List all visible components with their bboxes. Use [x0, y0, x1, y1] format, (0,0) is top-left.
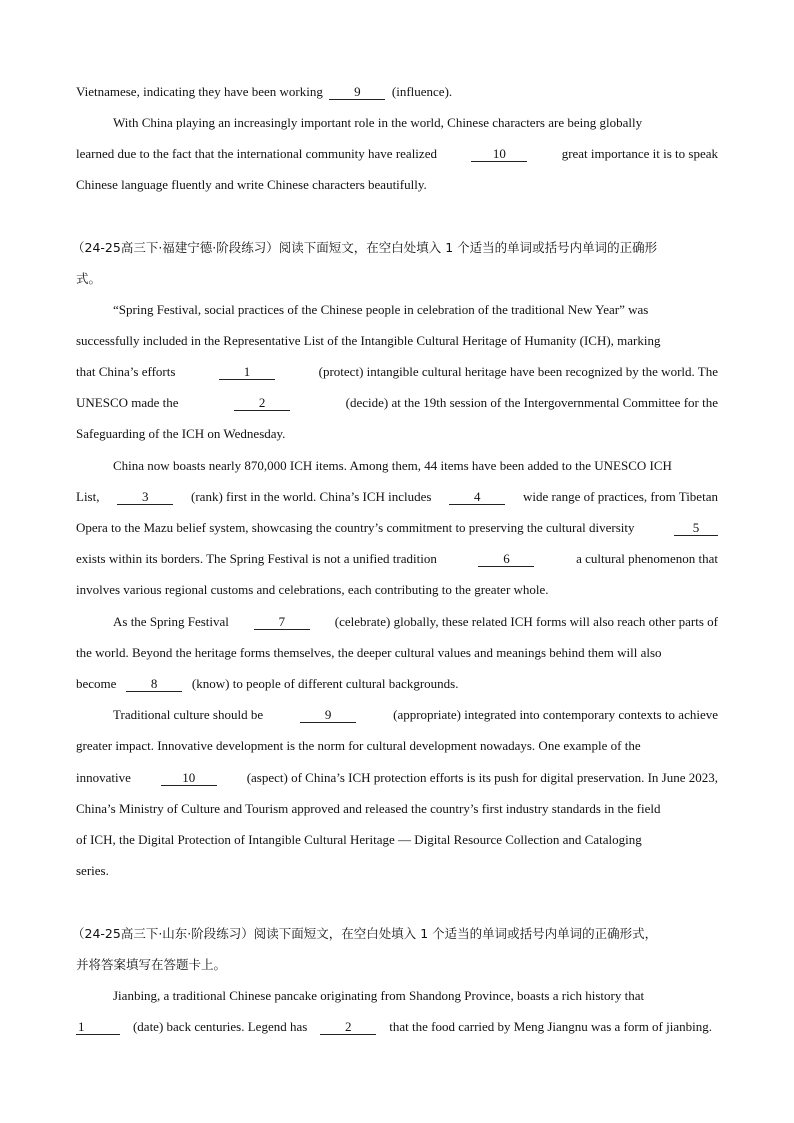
text: China’s Ministry of Culture and Tourism approved and released the country’s first industry standards in the field: [76, 801, 661, 816]
text: of ICH, the Digital Protection of Intangible Cultural Heritage — Digital Resource Collection and Cataloging: [76, 832, 642, 847]
paragraph-line: [76, 394, 718, 412]
text: As the Spring Festival: [113, 614, 229, 629]
text: a cultural phenomenon that: [576, 551, 718, 566]
text: Safeguarding of the ICH on Wednesday.: [76, 426, 286, 441]
text: Chinese language fluently and write Chinese characters beautifully.: [76, 177, 427, 192]
paragraph-line: [76, 83, 718, 101]
text: Traditional culture should be: [113, 707, 264, 722]
paragraph-line: [76, 862, 718, 880]
text: (influence).: [391, 84, 453, 99]
answer-blank[interactable]: 6: [478, 552, 534, 567]
paragraph-line: [76, 145, 718, 163]
text: (aspect) of China’s ICH protection efforts is its push for digital preservation. In June 2023,: [246, 770, 718, 785]
section-instructions: [72, 925, 726, 943]
answer-blank[interactable]: 9: [300, 708, 356, 723]
text: successfully included in the Representative List of the Intangible Cultural Heritage of Humanity (ICH), marking: [76, 333, 661, 348]
text: innovative: [76, 770, 131, 785]
text: (decide) at the 19th session of the Intergovernmental Committee for the: [345, 395, 718, 410]
answer-blank[interactable]: 10: [471, 147, 527, 162]
text: With China playing an increasingly important role in the world, Chinese characters are being globally: [113, 115, 643, 130]
text: that China’s efforts: [76, 364, 176, 379]
text: UNESCO made the: [76, 395, 179, 410]
answer-blank[interactable]: 4: [449, 490, 505, 505]
text: series.: [76, 863, 109, 878]
paragraph-line: [76, 176, 718, 194]
answer-blank[interactable]: 10: [161, 771, 217, 786]
answer-blank[interactable]: 1: [76, 1020, 120, 1035]
answer-blank[interactable]: 2: [320, 1020, 376, 1035]
text: the world. Beyond the heritage forms themselves, the deeper cultural values and meanings behind them will also: [76, 645, 662, 660]
paragraph-line: [76, 800, 718, 818]
text: Opera to the Mazu belief system, showcasing the country’s commitment to preserving the cultural diversity: [76, 520, 635, 535]
paragraph-line: [76, 581, 718, 599]
text: Jianbing, a traditional Chinese pancake originating from Shandong Province, boasts a rich history that: [113, 988, 645, 1003]
text: involves various regional customs and celebrations, each contributing to the greater whole.: [76, 582, 549, 597]
paragraph-line: [113, 457, 718, 475]
text: learned due to the fact that the international community have realized: [76, 146, 437, 161]
text: exists within its borders. The Spring Festival is not a unified tradition: [76, 551, 437, 566]
section-instructions: [76, 270, 718, 288]
text: that the food carried by Meng Jiangnu was a form of jianbing.: [389, 1019, 712, 1034]
answer-blank[interactable]: 2: [234, 396, 290, 411]
paragraph-line: [113, 114, 718, 132]
text: “Spring Festival, social practices of the Chinese people in celebration of the traditional New Year” was: [113, 302, 649, 317]
text: 式。: [76, 271, 102, 286]
text: (know) to people of different cultural backgrounds.: [191, 676, 459, 691]
text: （24-25高三下·福建宁德·阶段练习）阅读下面短文，在空白处填入 1 个适当的单词或括号内单词的正确形: [72, 240, 658, 255]
paragraph-line: [76, 769, 718, 787]
text: (date) back centuries. Legend has: [132, 1019, 308, 1034]
text: (protect) intangible cultural heritage have been recognized by the world. The: [318, 364, 718, 379]
section-instructions: [72, 239, 718, 257]
text: (appropriate) integrated into contemporary contexts to achieve: [393, 707, 718, 722]
text: List,: [76, 489, 100, 504]
paragraph-line: [76, 644, 718, 662]
text: China now boasts nearly 870,000 ICH items. Among them, 44 items have been added to the UNESCO ICH: [113, 458, 672, 473]
answer-blank[interactable]: 3: [117, 490, 173, 505]
paragraph-line: [76, 363, 718, 381]
text: become: [76, 676, 117, 691]
paragraph-line: [113, 301, 718, 319]
answer-blank[interactable]: 8: [126, 677, 182, 692]
answer-blank[interactable]: 5: [674, 521, 718, 536]
paragraph-line: [76, 425, 718, 443]
paragraph-line: [76, 737, 718, 755]
paragraph-line: [76, 488, 718, 506]
section-instructions: [76, 956, 718, 974]
paragraph-line: [113, 706, 718, 724]
paragraph-line: [76, 519, 718, 537]
text: （24-25高三下·山东·阶段练习）阅读下面短文，在空白处填入 1 个适当的单词或括号内单词的正确形式，: [72, 926, 658, 941]
text: Vietnamese, indicating they have been working: [76, 84, 323, 99]
text: wide range of practices, from Tibetan: [523, 489, 718, 504]
paragraph-line: [76, 550, 718, 568]
paragraph-line: [113, 987, 718, 1005]
paragraph-line: [76, 1018, 712, 1036]
paragraph-line: [113, 613, 718, 631]
answer-blank[interactable]: 9: [329, 85, 385, 100]
paragraph-line: [76, 831, 718, 849]
text: (celebrate) globally, these related ICH forms will also reach other parts of: [334, 614, 718, 629]
text: 并将答案填写在答题卡上。: [76, 957, 227, 972]
answer-blank[interactable]: 1: [219, 365, 275, 380]
paragraph-line: [76, 332, 718, 350]
text: greater impact. Innovative development is the norm for cultural development nowadays. One example of the: [76, 738, 641, 753]
text: (rank) first in the world. China’s ICH includes: [191, 489, 432, 504]
text: great importance it is to speak: [561, 146, 718, 161]
answer-blank[interactable]: 7: [254, 615, 310, 630]
paragraph-line: [76, 675, 718, 693]
